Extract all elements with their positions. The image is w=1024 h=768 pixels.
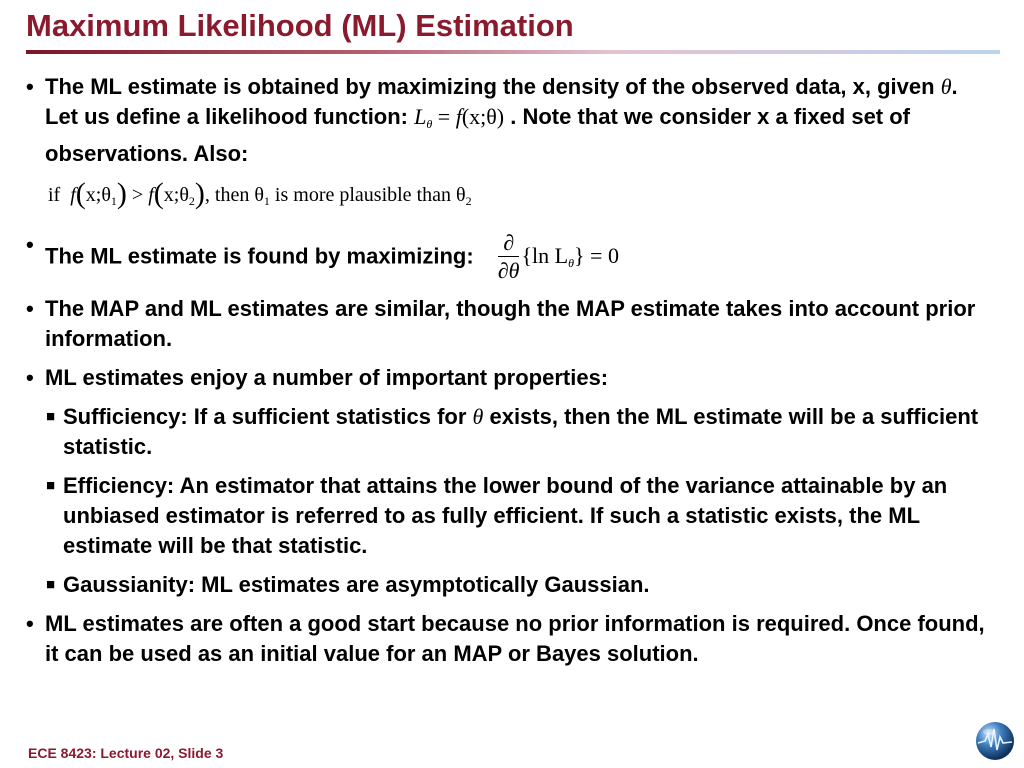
square-bullet: ■ [46, 408, 56, 425]
slide-title: Maximum Likelihood (ML) Estimation [26, 8, 574, 43]
bullet-text: Efficiency: An estimator that attains the lower bound of the variance attainable by an unbiased estimator is referred to as fully efficient. If such a statistic exists, the ML estimate will be that statistic. [63, 473, 948, 558]
theta-symbol: θ [940, 74, 952, 99]
sub-bullet-efficiency [26, 471, 996, 561]
bullet-text: exists, then the ML estimate will be a sufficient statistic. [63, 404, 979, 459]
bullet-text: ML estimates enjoy a number of important properties: [45, 365, 609, 390]
bullet-ml-maximizing [26, 230, 996, 285]
likelihood-equation: $L_\theta$ = f(x;θ) [414, 104, 505, 131]
bullet-text: The ML estimate is found by maximizing: [45, 243, 474, 269]
plausibility-equation: if $f(x;\theta_1)$ > $f(x;\theta_2)$, then $\theta_1$ is more plausible than $\theta_2$ [48, 177, 472, 210]
bullet-properties [26, 363, 996, 393]
square-bullet: ■ [46, 477, 56, 494]
sub-bullet-sufficiency [26, 402, 996, 462]
slide-footer: ECE 8423: Lecture 02, Slide 3 [28, 745, 224, 761]
bullet-text: . Note that we consider x a fixed set of observations. Also: [45, 104, 911, 166]
sub-bullet-gaussianity [26, 570, 996, 600]
bullet-text: The MAP and ML estimates are similar, though the MAP estimate takes into account prior information. [45, 296, 976, 351]
bullet-text: Gaussianity: ML estimates are asymptotically Gaussian. [63, 572, 650, 597]
log-likelihood-equation: {ln $L_\theta\} = 0$ [521, 243, 619, 271]
slide-content [26, 72, 996, 678]
globe-logo-icon [974, 720, 1016, 762]
bullet-text: Sufficiency: If a sufficient statistics for [63, 404, 473, 429]
bullet-text: . Let us define a likelihood function: [45, 74, 958, 129]
bullet-dot: • [26, 611, 34, 636]
bullet-good-start [26, 609, 996, 669]
title-divider [26, 50, 1000, 54]
theta-symbol: θ [472, 404, 484, 429]
bullet-text: The ML estimate is obtained by maximizing the density of the observed data, x, given [45, 74, 941, 99]
bullet-dot: • [26, 365, 34, 390]
square-bullet: ■ [46, 576, 56, 593]
bullet-dot: • [26, 232, 34, 257]
bullet-ml-definition [26, 72, 996, 169]
partial-derivative: $\frac{\partial}{\partial\theta}$ [497, 230, 520, 283]
bullet-dot: • [26, 74, 34, 99]
bullet-dot: • [26, 296, 34, 321]
bullet-text: ML estimates are often a good start because no prior information is required. Once found, it can be used as an initial value for an MAP or Bayes solution. [45, 611, 985, 666]
bullet-map-vs-ml [26, 294, 996, 354]
